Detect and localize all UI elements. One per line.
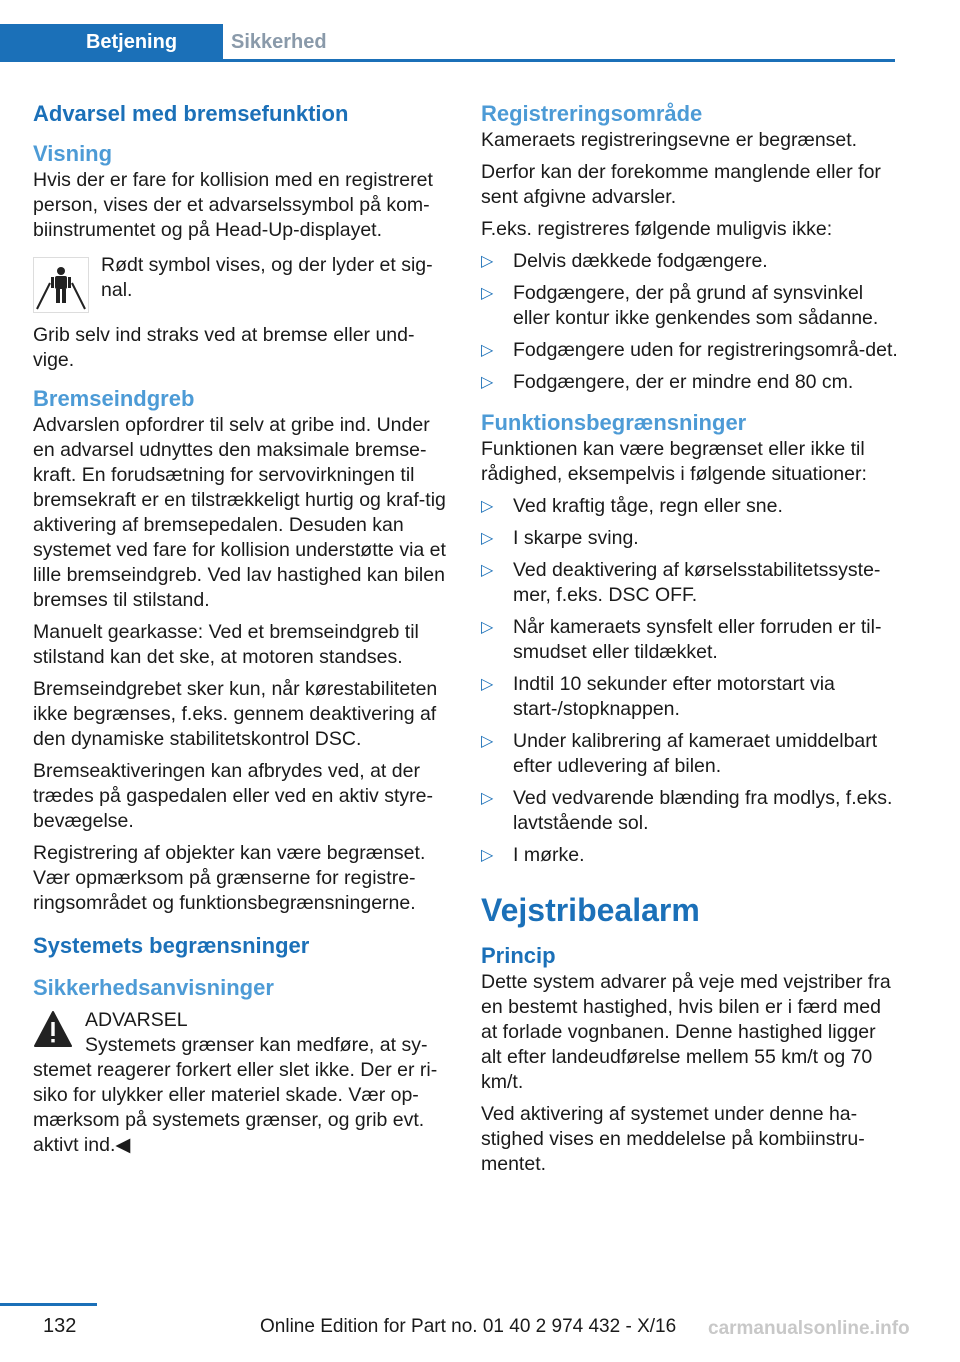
paragraph-princip-2: Ved aktivering af systemet under denne ha-stighed vises en meddelelse på kombiinstru-mentet.: [481, 1103, 865, 1175]
page-number: 132: [43, 1315, 77, 1337]
heading-advarsel-bremsefunktion: Advarsel med bremsefunktion: [33, 101, 349, 126]
triangle-bullet-icon: ▷: [481, 498, 494, 515]
triangle-bullet-icon: ▷: [481, 790, 494, 807]
warning-text-first: Systemets grænser kan medføre, at sy-: [85, 1034, 428, 1056]
paragraph-princip-1: Dette system advarer på veje med vejstriber fra en bestemt hastighed, hvis bilen er i færd med at forlade vognbanen. Denne hastighed ligger alt efter landeudførelse mellem 55 km/t og 70 km/t.: [481, 971, 891, 1093]
triangle-bullet-icon: ▷: [481, 253, 494, 270]
paragraph-bremse-5: Registrering af objekter kan være begrænset. Vær opmærksom på grænserne for registre-ringsområdet og funktionsbegrænsningerne.: [33, 842, 426, 914]
heading-princip: Princip: [481, 943, 556, 968]
triangle-bullet-icon: ▷: [481, 374, 494, 391]
paragraph-reg-1: Kameraets registreringsevne er begrænset.: [481, 129, 858, 151]
list-item: ▷ I skarpe sving.: [481, 527, 639, 549]
function-limits-list: [481, 494, 899, 868]
heading-sikkerhedsanvisninger: Sikkerhedsanvisninger: [33, 975, 274, 1000]
triangle-bullet-icon: ▷: [481, 530, 494, 547]
icon-caption: Rødt symbol vises, og der lyder et sig-nal.: [101, 254, 433, 301]
paragraph-bremse-2: Manuelt gearkasse: Ved et bremseindgreb til stilstand kan det ske, at motoren standses.: [33, 621, 419, 668]
warning-block: [33, 1008, 451, 1158]
pedestrian-warning-icon: [33, 257, 89, 313]
triangle-bullet-icon: ▷: [481, 619, 494, 636]
list-item: ▷ Fodgængere, der er mindre end 80 cm.: [481, 371, 854, 393]
list-item: ▷ Ved deaktivering af kørselsstabilitetssyste-mer, f.eks. DSC OFF.: [481, 559, 881, 606]
right-column: [481, 100, 899, 1184]
triangle-bullet-icon: ▷: [481, 847, 494, 864]
heading-vejstribealarm: Vejstribealarm: [481, 892, 700, 928]
heading-funktionsbegraensninger: Funktionsbegrænsninger: [481, 410, 747, 435]
heading-systemets-begraensninger: Systemets begrænsninger: [33, 933, 310, 958]
list-item: ▷ Fodgængere uden for registreringsområ-det.: [481, 339, 898, 361]
paragraph-funktion: Funktionen kan være begrænset eller ikke til rådighed, eksempelvis i følgende situationer:: [481, 438, 867, 485]
list-item: ▷ I mørke.: [481, 844, 585, 866]
triangle-bullet-icon: ▷: [481, 562, 494, 579]
warning-title: ADVARSEL: [85, 1009, 188, 1031]
list-item: ▷ Fodgængere, der på grund af synsvinkel eller kontur ikke genkendes som sådanne.: [481, 282, 879, 329]
heading-visning: Visning: [33, 141, 113, 166]
paragraph-bremse-4: Bremseaktiveringen kan afbrydes ved, at der trædes på gaspedalen eller ved en aktiv styre-bevægelse.: [33, 760, 433, 832]
footer-edition: Online Edition for Part no. 01 40 2 974 432 - X/16: [260, 1316, 677, 1337]
pedestrian-warning-row: [33, 253, 451, 313]
header-tabbar: [0, 24, 895, 62]
paragraph-grib: Grib selv ind straks ved at bremse eller und-vige.: [33, 324, 415, 371]
list-item: ▷ Delvis dækkede fodgængere.: [481, 250, 768, 272]
triangle-bullet-icon: ▷: [481, 676, 494, 693]
warning-triangle-icon: [33, 1010, 73, 1048]
list-item: ▷ Når kameraets synsfelt eller forruden er til-smudset eller tildækket.: [481, 616, 882, 663]
paragraph-reg-3: F.eks. registreres følgende muligvis ikke:: [481, 218, 833, 240]
list-item: ▷ Ved vedvarende blænding fra modlys, f.eks. lavtstående sol.: [481, 787, 893, 834]
left-column: [33, 100, 451, 1158]
heading-bremseindgreb: Bremseindgreb: [33, 386, 195, 411]
footer-accent-line: [0, 1303, 97, 1306]
heading-registreringsomraade: Registreringsområde: [481, 101, 703, 126]
paragraph-bremse-3: Bremseindgrebet sker kun, når kørestabiliteten ikke begrænses, f.eks. gennem deaktivering af den dynamiske stabilitetskontrol DSC.: [33, 678, 438, 750]
tab-betjening[interactable]: Betjening: [0, 24, 223, 59]
tab-sikkerhed[interactable]: Sikkerhed: [231, 31, 327, 53]
triangle-bullet-icon: ▷: [481, 342, 494, 359]
list-item: ▷ Indtil 10 sekunder efter motorstart via start-/stopknappen.: [481, 673, 835, 720]
triangle-bullet-icon: ▷: [481, 733, 494, 750]
paragraph-bremse-1: Advarslen opfordrer til selv at gribe ind. Under en advarsel udnyttes den maksimale bremse-kraft. En forudsætning for servovirkningen til bremsekraft er en tilstrækkeligt hurtig og kraf-tig aktivering af bremsepedalen. Desuden kan systemet ved fare for kollision understøtte via et lille bremseindgreb. Ved lav hastighed kan bilen bremses til stilstand.: [33, 414, 446, 611]
triangle-bullet-icon: ▷: [481, 285, 494, 302]
paragraph-visning: Hvis der er fare for kollision med en registreret person, vises der et advarselssymbol på kom-biinstrumentet og på Head-Up-displayet.: [33, 169, 433, 241]
paragraph-reg-2: Derfor kan der forekomme manglende eller for sent afgivne advarsler.: [481, 161, 881, 208]
warning-text-rest: stemet reagerer forkert eller slet ikke. Der er ri-siko for ulykker eller materiel skade. Vær op-mærksom på systemets grænser, og grib evt. aktivt ind.◀: [33, 1059, 438, 1156]
list-item: ▷ Under kalibrering af kameraet umiddelbart efter udlevering af bilen.: [481, 730, 878, 777]
registration-list: [481, 249, 899, 395]
list-item: ▷ Ved kraftig tåge, regn eller sne.: [481, 495, 783, 517]
footer-watermark: carmanualsonline.info: [708, 1318, 910, 1339]
